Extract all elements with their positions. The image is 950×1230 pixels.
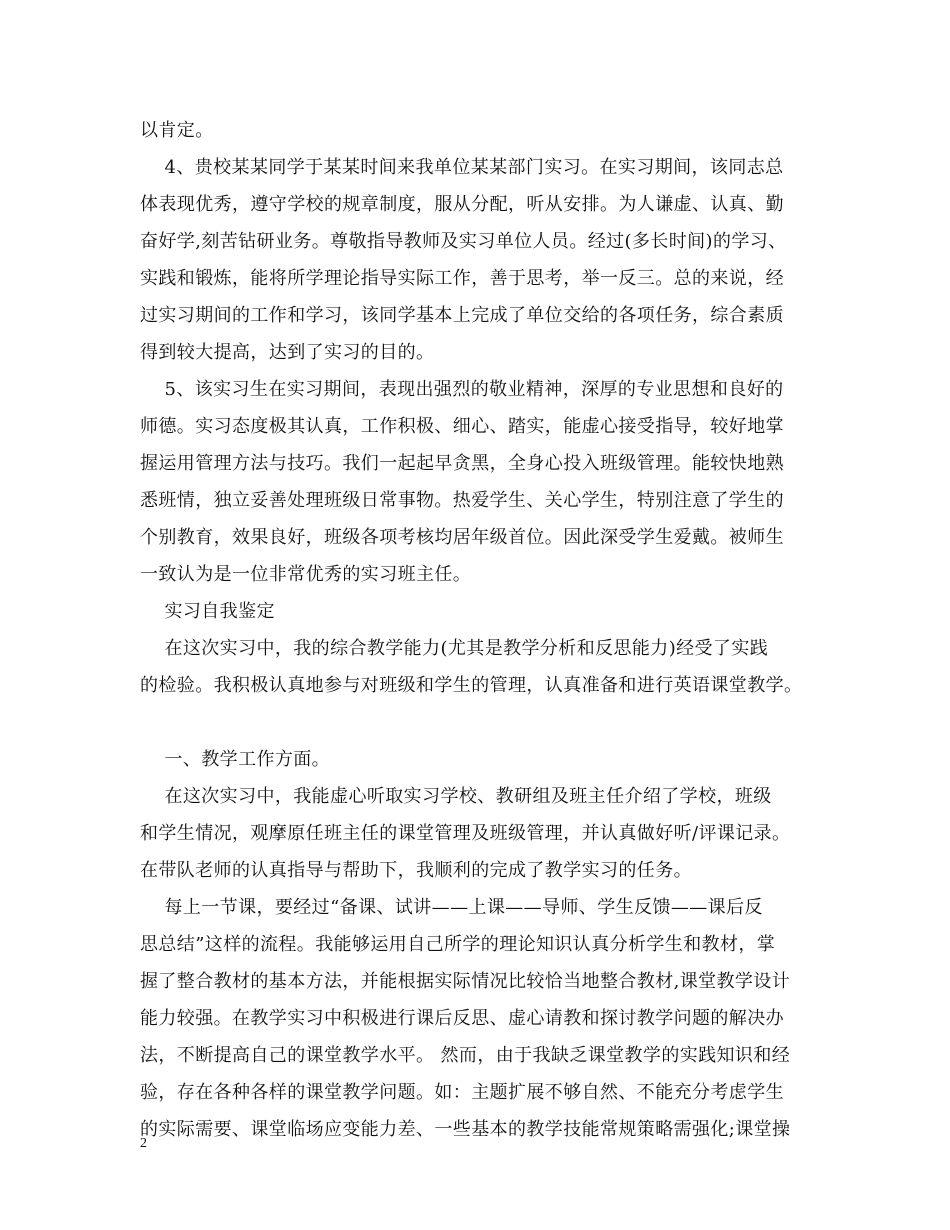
text-line: 验，存在各种各样的课堂教学问题。如：主题扩展不够自然、不能充分考虑学生: [140, 1082, 784, 1103]
text-line: 得到较大提高，达到了实习的目的。: [140, 342, 435, 363]
text-line: 师德。实习态度极其认真，工作积极、细心、踏实，能虚心接受指导，较好地掌: [140, 416, 784, 437]
section-heading: 一、教学工作方面。: [140, 749, 331, 770]
blank-line: [140, 704, 820, 741]
text-line: 的检验。我积极认真地参与对班级和学生的管理，认真准备和进行英语课堂教学。: [140, 675, 803, 696]
text-line: 过实习期间的工作和学习，该同学基本上完成了单位交给的各项任务，综合素质: [140, 305, 784, 326]
document-body: [140, 112, 820, 1148]
text-line: 握运用管理方法与技巧。我们一起起早贪黑，全身心投入班级管理。能较快地熟: [140, 453, 784, 474]
text-line: 悉班情，独立妥善处理班级日常事物。热爱学生、关心学生，特别注意了学生的: [140, 490, 784, 511]
text-line: 体表现优秀，遵守学校的规章制度，服从分配，听从安排。为人谦虚、认真、勤: [140, 194, 784, 215]
text-line: 一致认为是一位非常优秀的实习班主任。: [140, 564, 472, 585]
text-line: 能力较强。在教学实习中积极进行课后反思、虚心请教和探讨教学问题的解决办: [140, 1008, 784, 1029]
text-line: 每上一节课，要经过“备课、试讲——上课——导师、学生反馈——课后反: [140, 897, 763, 918]
text-line: 在这次实习中，我的综合教学能力(尤其是教学分析和反思能力)经受了实践: [140, 638, 769, 659]
text-line: 奋好学,刻苦钻研业务。尊敬指导教师及实习单位人员。经过(多长时间)的学习、: [140, 231, 787, 252]
text-line: 个别教育，效果良好，班级各项考核均居年级首位。因此深受学生爱戴。被师生: [140, 527, 784, 548]
text-line: 以肯定。: [140, 120, 214, 141]
page-number: 2: [140, 1136, 147, 1151]
text-line: 在带队老师的认真指导与帮助下，我顺利的完成了教学实习的任务。: [140, 860, 692, 881]
text-line: 4、贵校某某同学于某某时间来我单位某某部门实习。在实习期间，该同志总: [140, 157, 784, 178]
text-line: 思总结”这样的流程。我能够运用自己所学的理论知识认真分析学生和教材，掌: [140, 934, 776, 955]
text-line: 握了整合教材的基本方法，并能根据实际情况比较恰当地整合教材,课堂教学设计: [140, 971, 791, 992]
text-line: 实践和锻炼，能将所学理论指导实际工作，善于思考，举一反三。总的来说，经: [140, 268, 784, 289]
text-line: 在这次实习中，我能虚心听取实习学校、教研组及班主任介绍了学校，班级: [140, 786, 772, 807]
text-line: 的实际需要、课堂临场应变能力差、一些基本的教学技能常规策略需强化;课堂操: [140, 1119, 791, 1140]
text-line: 和学生情况，观摩原任班主任的课堂管理及班级管理，并认真做好听/评课记录。: [140, 823, 791, 844]
section-heading: 实习自我鉴定: [140, 601, 275, 622]
text-line: 5、该实习生在实习期间，表现出强烈的敬业精神，深厚的专业思想和良好的: [140, 379, 784, 400]
text-line: 法，不断提高自己的课堂教学水平。 然而，由于我缺乏课堂教学的实践知识和经: [140, 1045, 791, 1066]
